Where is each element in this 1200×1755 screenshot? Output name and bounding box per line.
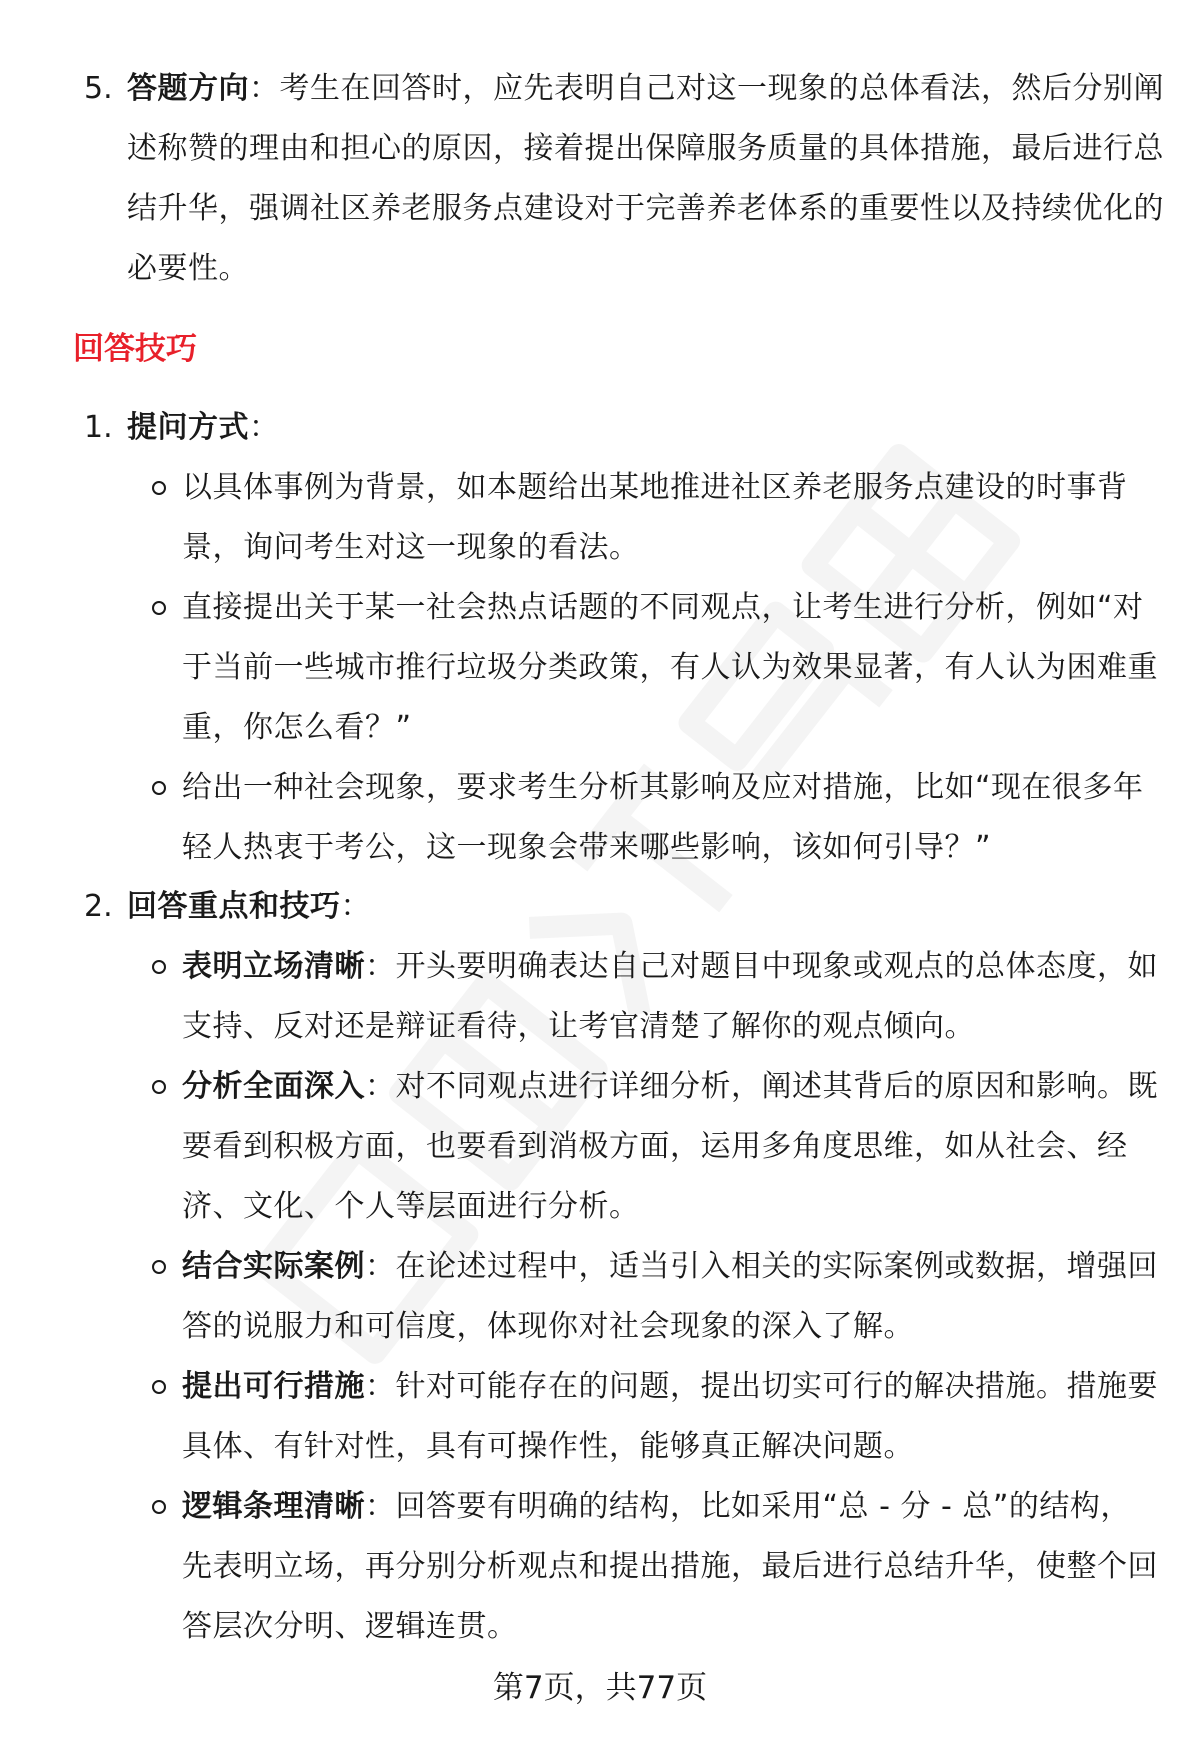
q1-bullet3-line2: 轻人热衷于考公，这一现象会带来哪些影响，该如何引导？” xyxy=(182,830,992,865)
q1-heading: 提问方式： xyxy=(127,410,280,445)
q1-bullet2-line3: 重，你怎么看？” xyxy=(182,710,412,745)
list-number: 1. xyxy=(84,410,113,445)
q1-bullet1-line1: 以具体事例为背景，如本题给出某地推进社区养老服务点建设的时事背 xyxy=(182,470,1128,505)
q2-label: 回答重点和技巧 xyxy=(127,889,341,924)
q1-bullet1-line2: 景，询问考生对这一现象的看法。 xyxy=(182,530,640,565)
list-number: 2. xyxy=(84,889,113,924)
q2-bullet2-line1: 分析全面深入：对不同观点进行详细分析，阐述其背后的原因和影响。既 xyxy=(182,1069,1158,1104)
q1-bullet2-line2: 于当前一些城市推行垃圾分类政策，有人认为效果显著，有人认为困难重 xyxy=(182,650,1158,685)
q1-bullet2-line1: 直接提出关于某一社会热点话题的不同观点，让考生进行分析，例如“对 xyxy=(182,590,1144,625)
q2-bullet2-line3: 济、文化、个人等层面进行分析。 xyxy=(182,1189,640,1224)
bullet-icon xyxy=(152,781,166,795)
item5-line1: 答题方向：考生在回答时，应先表明自己对这一现象的总体看法，然后分别阐 xyxy=(127,71,1164,106)
q1-label: 提问方式 xyxy=(127,410,249,445)
q2-bullet4-line1: 提出可行措施：针对可能存在的问题，提出切实可行的解决措施。措施要 xyxy=(182,1369,1158,1404)
bullet-icon xyxy=(152,481,166,495)
item5-line4: 必要性。 xyxy=(127,251,249,286)
bullet-icon xyxy=(152,960,166,974)
q2-bullet5-line2: 先表明立场，再分别分析观点和提出措施，最后进行总结升华，使整个回 xyxy=(182,1549,1158,1584)
page-number: 第7页，共77页 xyxy=(492,1670,708,1706)
q2-bullet3-line2: 答的说服力和可信度，体现你对社会现象的深入了解。 xyxy=(182,1309,914,1344)
q2-bullet1-line1: 表明立场清晰：开头要明确表达自己对题目中现象或观点的总体态度，如 xyxy=(182,949,1158,984)
item5-label: 答题方向 xyxy=(127,71,249,106)
item5-line2: 述称赞的理由和担心的原因，接着提出保障服务质量的具体措施，最后进行总 xyxy=(127,131,1164,166)
q2-bullet3-line1: 结合实际案例：在论述过程中，适当引入相关的实际案例或数据，增强回 xyxy=(182,1249,1158,1284)
q2-bullet5-line3: 答层次分明、逻辑连贯。 xyxy=(182,1609,518,1644)
bullet-icon xyxy=(152,1080,166,1094)
list-number: 5. xyxy=(84,71,113,106)
bullet-icon xyxy=(152,1500,166,1514)
bullet-icon xyxy=(152,1260,166,1274)
item5-line3: 结升华，强调社区养老服务点建设对于完善养老体系的重要性以及持续优化的 xyxy=(127,191,1164,226)
q1-bullet3-line1: 给出一种社会现象，要求考生分析其影响及应对措施，比如“现在很多年 xyxy=(182,770,1144,805)
q2-bullet5-line1: 逻辑条理清晰：回答要有明确的结构，比如采用“总 - 分 - 总”的结构， xyxy=(182,1489,1131,1524)
q2-bullet1-line2: 支持、反对还是辩证看待，让考官清楚了解你的观点倾向。 xyxy=(182,1009,975,1044)
bullet-icon xyxy=(152,601,166,615)
q2-bullet4-line2: 具体、有针对性，具有可操作性，能够真正解决问题。 xyxy=(182,1429,914,1464)
q2-bullet2-line2: 要看到积极方面，也要看到消极方面，运用多角度思维，如从社会、经 xyxy=(182,1129,1128,1164)
section-title: 回答技巧 xyxy=(73,331,197,367)
bullet-icon xyxy=(152,1380,166,1394)
q2-heading: 回答重点和技巧： xyxy=(127,889,371,924)
